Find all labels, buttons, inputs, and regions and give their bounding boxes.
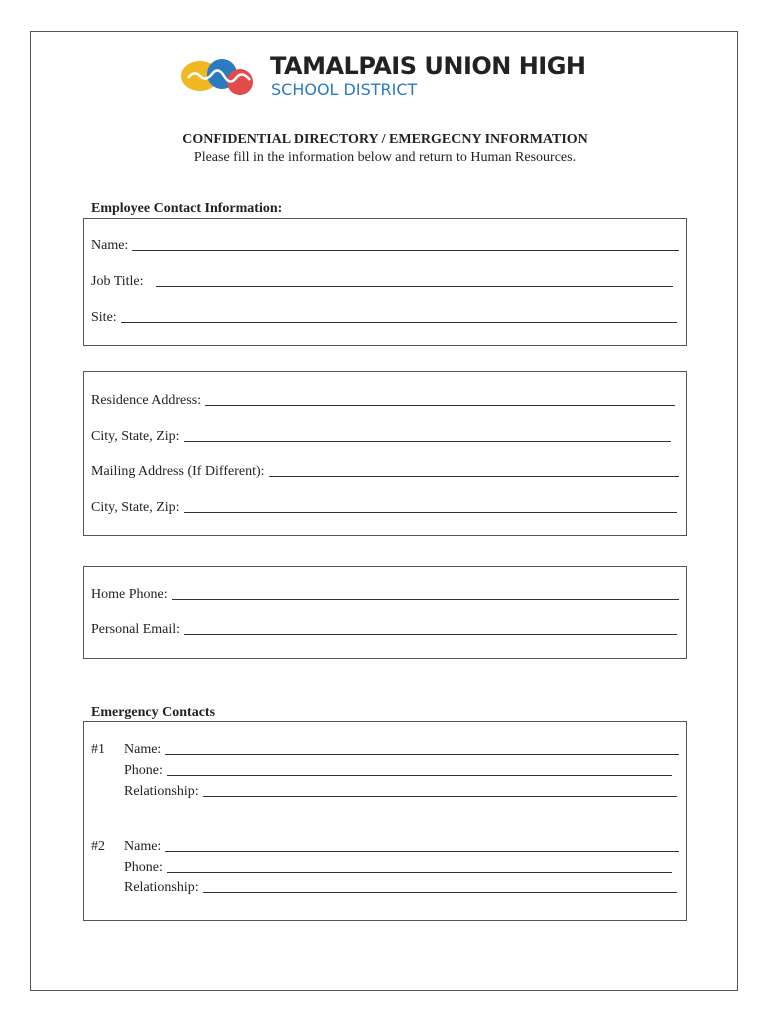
site-label: Site: <box>91 310 117 325</box>
contact-2-number: #2 <box>91 839 105 854</box>
residence-address-line[interactable] <box>205 404 675 406</box>
city-state-zip-label: City, State, Zip: <box>91 429 180 444</box>
logo-subtitle: SCHOOL DISTRICT <box>271 80 418 99</box>
phone-email-box <box>83 566 687 659</box>
contact-1-name-field[interactable] <box>124 742 679 758</box>
name-label: Name: <box>91 238 129 253</box>
city-state-zip-field[interactable] <box>91 429 671 445</box>
site-line[interactable] <box>121 321 677 323</box>
contact-1-number: #1 <box>91 742 105 757</box>
contact-2-name-label: Name: <box>124 839 162 854</box>
document-subtitle: Please fill in the information below and return to Human Resources. <box>193 150 577 165</box>
logo-title: TAMALPAIS UNION HIGH <box>270 52 586 80</box>
mailing-city-state-zip-label: City, State, Zip: <box>91 500 180 515</box>
residence-address-field[interactable] <box>91 393 675 409</box>
contact-2-relationship-label: Relationship: <box>124 880 199 895</box>
name-line[interactable] <box>132 249 679 251</box>
personal-email-label: Personal Email: <box>91 622 181 637</box>
mailing-address-line[interactable] <box>269 475 679 477</box>
contact-1-phone-line[interactable] <box>167 774 672 776</box>
contact-1-phone-field[interactable] <box>124 763 672 779</box>
contact-2-name-field[interactable] <box>124 839 679 855</box>
contact-1-name-line[interactable] <box>165 753 679 755</box>
mailing-city-state-zip-line[interactable] <box>184 511 677 513</box>
contact-1-name-label: Name: <box>124 742 162 757</box>
site-field[interactable] <box>91 310 677 326</box>
contact-1-relationship-field[interactable] <box>124 784 677 800</box>
contact-2-phone-line[interactable] <box>167 871 672 873</box>
employee-contact-heading: Employee Contact Information: <box>91 201 283 216</box>
contact-2-phone-label: Phone: <box>124 860 163 875</box>
personal-email-field[interactable] <box>91 622 677 638</box>
contact-1-relationship-line[interactable] <box>203 795 677 797</box>
city-state-zip-line[interactable] <box>184 440 671 442</box>
contact-1-relationship-label: Relationship: <box>124 784 199 799</box>
mailing-address-label: Mailing Address (If Different): <box>91 464 265 479</box>
personal-email-line[interactable] <box>184 633 677 635</box>
home-phone-field[interactable] <box>91 587 679 603</box>
mailing-address-field[interactable] <box>91 464 679 480</box>
logo-mark-icon <box>180 56 258 100</box>
name-field[interactable] <box>91 238 679 254</box>
home-phone-line[interactable] <box>172 598 679 600</box>
contact-1-phone-label: Phone: <box>124 763 163 778</box>
job-title-field[interactable] <box>91 274 673 290</box>
district-logo <box>180 52 600 104</box>
job-title-line[interactable] <box>156 285 673 287</box>
home-phone-label: Home Phone: <box>91 587 168 602</box>
emergency-contacts-heading: Emergency Contacts <box>91 705 216 720</box>
residence-address-label: Residence Address: <box>91 393 202 408</box>
mailing-city-state-zip-field[interactable] <box>91 500 677 516</box>
job-title-label: Job Title: <box>91 274 144 289</box>
document-title: CONFIDENTIAL DIRECTORY / EMERGECNY INFORMATION <box>182 132 588 147</box>
contact-2-relationship-line[interactable] <box>203 891 677 893</box>
contact-2-relationship-field[interactable] <box>124 880 677 896</box>
contact-2-phone-field[interactable] <box>124 860 672 876</box>
contact-2-name-line[interactable] <box>165 850 679 852</box>
